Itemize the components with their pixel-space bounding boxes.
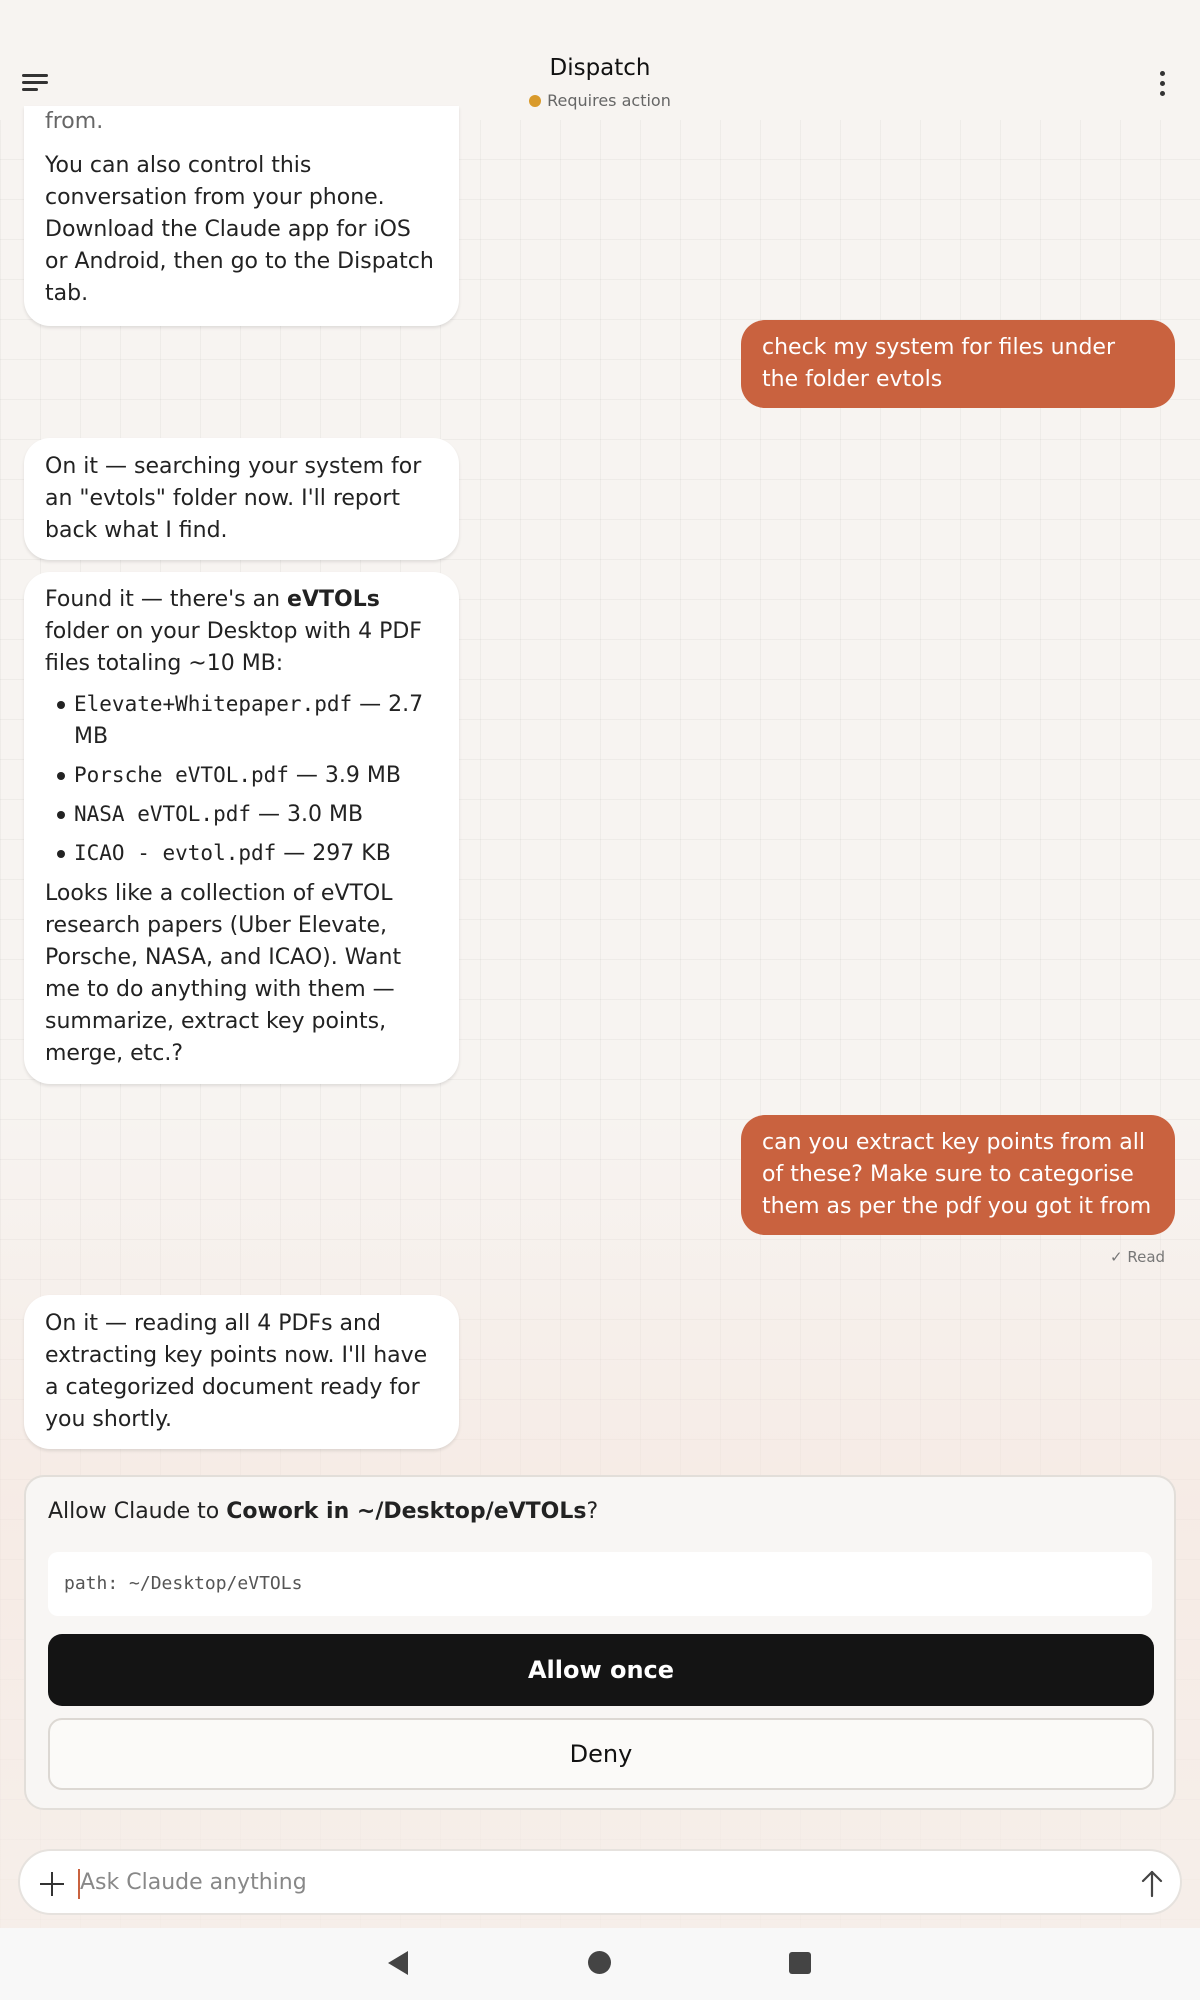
list-item [45,759,438,792]
permission-path: path: ~/Desktop/eVTOLs [48,1552,1152,1616]
recents-icon[interactable] [789,1952,811,1974]
assistant-message [24,106,459,326]
system-nav-bar [0,1928,1200,2000]
plus-icon[interactable] [40,1872,64,1896]
home-icon[interactable] [588,1951,611,1974]
message-text: On it — searching your system for an "evtols" folder now. I'll report back what I find. [45,454,422,543]
back-icon[interactable] [386,1950,410,1976]
message-text: Looks like a collection of eVTOL research papers (Uber Elevate, Porsche, NASA, and ICAO). Want me to do anything with them — summarize, extract key points, merge, etc.? [45,881,402,1066]
message-text: On it — reading all 4 PDFs and extracting key points now. I'll have a categorized document ready for you shortly. [45,1311,428,1432]
list-item [45,688,438,753]
message-text [45,584,438,680]
assistant-message [24,1295,459,1449]
file-size: — 2.7 MB [74,692,424,749]
deny-button[interactable]: Deny [48,1718,1154,1790]
conversation[interactable] [0,109,1200,1460]
more-options-icon[interactable] [1157,71,1167,97]
permission-question [48,1499,598,1524]
text-span: folder on your Desktop with 4 PDF files totaling ~10 MB: [45,619,422,676]
list-item [45,798,438,831]
assistant-message [24,572,459,1084]
user-message [741,320,1175,408]
file-size: — 297 KB [276,841,391,866]
app-header [0,0,1200,120]
file-list [45,688,438,870]
file-size: — 3.0 MB [251,802,364,827]
assistant-message [24,438,459,560]
status-dot-icon [529,95,541,107]
send-arrow-icon[interactable] [1138,1868,1166,1898]
file-size: — 3.9 MB [288,763,401,788]
permission-card [24,1475,1176,1810]
message-text: You can also control this conversation from your phone. Download the Claude app for iOS or Android, then go to the Dispatch tab. [45,153,434,306]
message-text: can you extract key points from all of these? Make sure to categorise them as per the pdf you got it from [762,1130,1152,1219]
list-item [45,837,438,870]
permission-scope: Cowork in ~/Desktop/eVTOLs [226,1499,587,1524]
message-text: check my system for files under the folder evtols [762,335,1116,392]
file-name: ICAO - evtol.pdf [74,841,277,865]
page-title: Dispatch [549,55,651,81]
text-span: ? [586,1499,599,1524]
read-receipt: ✓ Read [1110,1248,1166,1266]
message-text: from. [45,109,104,134]
status-text: Requires action [547,91,671,110]
text-span: Found it — there's an [45,587,288,612]
message-composer [18,1849,1182,1915]
allow-once-button[interactable]: Allow once [48,1634,1154,1706]
user-message [741,1115,1175,1235]
folder-name: eVTOLs [287,587,380,612]
file-name: Elevate+Whitepaper.pdf [74,692,353,716]
text-span: Allow Claude to [48,1499,227,1524]
file-name: Porsche eVTOL.pdf [74,763,289,787]
message-input[interactable] [80,1851,1100,1913]
file-name: NASA eVTOL.pdf [74,802,252,826]
